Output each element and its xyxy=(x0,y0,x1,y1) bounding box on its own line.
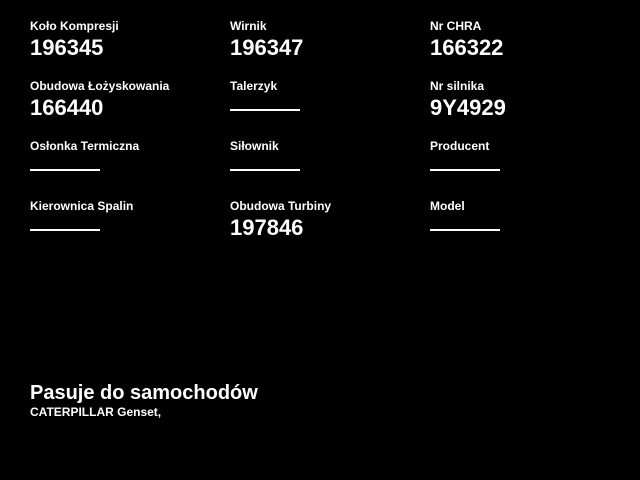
spec-label: Siłownik xyxy=(230,139,279,153)
spec-value: 196345 xyxy=(30,35,104,60)
spec-field-wirnik xyxy=(230,19,430,79)
fits-vehicles-section xyxy=(30,383,258,419)
empty-value-line xyxy=(230,169,300,171)
spec-field-obudowa-turbiny xyxy=(230,199,430,259)
spec-field-kolo-kompresji xyxy=(30,19,230,79)
spec-value: 9Y4929 xyxy=(430,95,506,120)
spec-value: 166322 xyxy=(430,35,504,60)
spec-value: 197846 xyxy=(230,215,304,240)
empty-value-line xyxy=(30,169,100,171)
spec-field-silownik xyxy=(230,139,430,199)
spec-label: Model xyxy=(430,199,465,213)
empty-value-line xyxy=(430,229,500,231)
spec-field-oslonka-termiczna xyxy=(30,139,230,199)
empty-value-line xyxy=(430,169,500,171)
spec-label: Nr silnika xyxy=(430,79,485,93)
spec-label: Obudowa Łożyskowania xyxy=(30,79,170,93)
spec-field-talerzyk xyxy=(230,79,430,139)
empty-value-line xyxy=(30,229,100,231)
spec-field-kierownica-spalin xyxy=(30,199,230,259)
spec-label: Obudowa Turbiny xyxy=(230,199,332,213)
spec-label: Kierownica Spalin xyxy=(30,199,134,213)
spec-grid xyxy=(30,19,630,259)
spec-label: Talerzyk xyxy=(230,79,278,93)
spec-field-nr-chra xyxy=(430,19,630,79)
spec-label: Nr CHRA xyxy=(430,19,482,33)
spec-field-nr-silnika xyxy=(430,79,630,139)
spec-field-model xyxy=(430,199,630,259)
spec-label: Koło Kompresji xyxy=(30,19,119,33)
spec-label: Wirnik xyxy=(230,19,267,33)
spec-field-obudowa-lozyskowania xyxy=(30,79,230,139)
fits-vehicles-heading: Pasuje do samochodów xyxy=(30,382,258,404)
empty-value-line xyxy=(230,109,300,111)
spec-label: Osłonka Termiczna xyxy=(30,139,140,153)
spec-value: 196347 xyxy=(230,35,304,60)
spec-label: Producent xyxy=(430,139,490,153)
spec-value: 166440 xyxy=(30,95,104,120)
spec-field-producent xyxy=(430,139,630,199)
vehicle-list: CATERPILLAR Genset, xyxy=(30,405,162,419)
